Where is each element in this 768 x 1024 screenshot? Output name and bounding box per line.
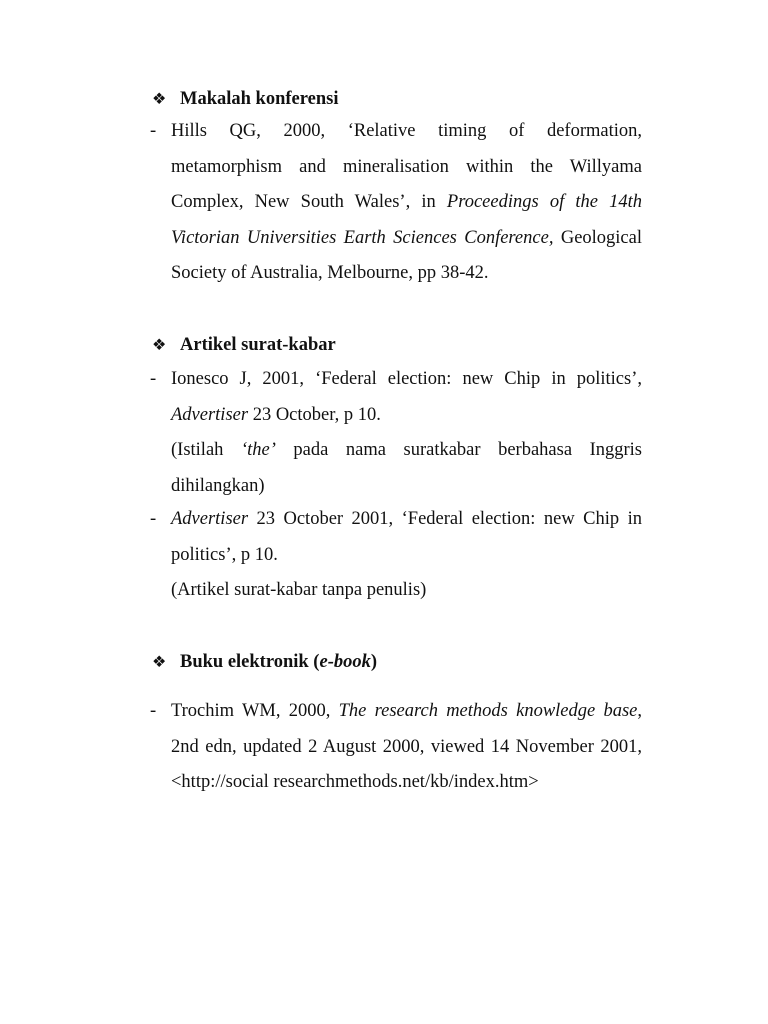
diamond-bullet-icon: ❖: [152, 337, 167, 354]
diamond-bullet-icon: ❖: [152, 91, 167, 108]
reference-text-part: 23 October 2001, ‘Federal election: new Chip in politics’, p 10.: [171, 509, 642, 565]
reference-note: [171, 433, 642, 504]
section-title-part: Buku elektronik (: [180, 652, 320, 672]
reference-text-part: Geological Society of Australia, Melbourne, pp 38-42.: [171, 227, 642, 283]
section-title: Makalah konferensi: [180, 89, 339, 109]
note-text-part: (Istilah: [171, 440, 241, 460]
list-dash: -: [150, 701, 157, 721]
section-heading-conference: [152, 87, 338, 112]
reference-italic-title: Advertiser: [171, 404, 249, 425]
section-title-part: ): [370, 652, 378, 672]
reference-text: [171, 502, 642, 573]
note-italic: ‘the’: [240, 440, 276, 460]
reference-text-part: Hills QG, 2000, ‘Relative timing of deformation, metamorphism and mineralisation within the Willyama Complex, New South Wales’, in: [171, 121, 642, 212]
diamond-bullet-icon: ❖: [152, 654, 167, 671]
section-title: Artikel surat-kabar: [180, 335, 336, 355]
note-text-part: pada nama suratkabar berbahasa Inggris dihilangkan): [171, 440, 642, 496]
reference-text-part: Ionesco J, 2001, ‘Federal election: new Chip in politics’,: [171, 369, 642, 389]
reference-text-part: 23 October, p 10.: [248, 404, 381, 425]
reference-text-part: Trochim WM, 2000,: [171, 701, 339, 721]
list-dash: -: [150, 509, 157, 529]
section-heading-newspaper: [152, 333, 336, 358]
section-heading-ebook: [152, 650, 377, 675]
reference-italic-title: Advertiser: [171, 509, 249, 529]
reference-text: [171, 362, 642, 433]
section-title-italic: e-book: [319, 652, 371, 672]
reference-entry-trochim: [150, 694, 642, 801]
reference-entry-hills: [150, 114, 642, 292]
reference-italic-title: The research methods knowledge base: [338, 701, 638, 721]
list-dash: -: [150, 369, 157, 389]
reference-text-part: , 2nd edn, updated 2 August 2000, viewed 14 November 2001, <http://social researchmethods.net/kb/index.htm>: [171, 701, 642, 792]
reference-text: [171, 694, 642, 801]
reference-italic-title: Proceedings of the 14th Victorian Universities Earth Sciences Conference,: [171, 192, 642, 248]
reference-text: [171, 114, 642, 292]
list-dash: -: [150, 121, 157, 141]
reference-note: (Artikel surat-kabar tanpa penulis): [171, 580, 427, 600]
reference-entry-ionesco: [150, 362, 642, 504]
reference-entry-advertiser: [150, 502, 642, 609]
